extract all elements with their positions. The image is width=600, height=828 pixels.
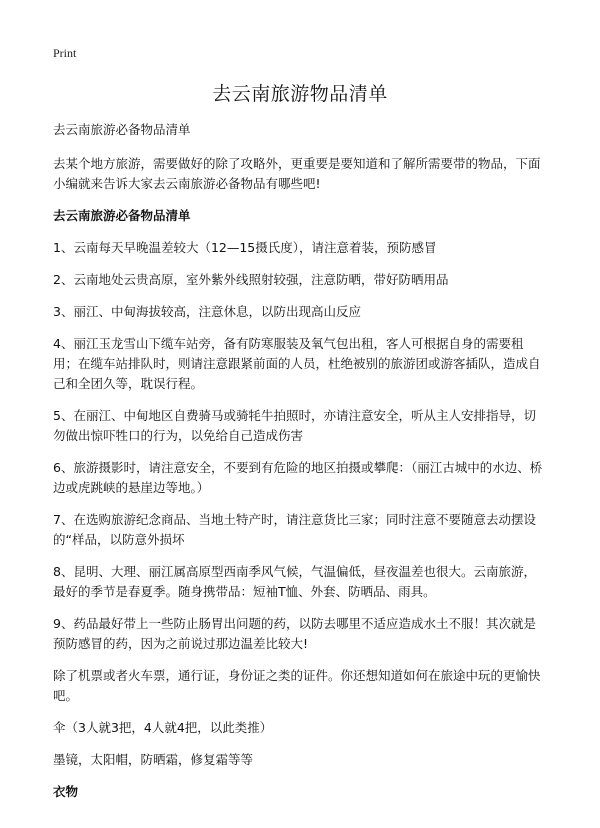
- list-item: 8、昆明、大理、丽江属高原型西南季风气候，气温偏低，昼夜温差也很大。云南旅游，最好的季节是春夏季。随身携带品：短袖T恤、外套、防晒品、雨具。: [53, 564, 536, 599]
- list-item: 7、在选购旅游纪念商品、当地土特产时，请注意货比三家；同时注意不要随意去动摆设的“样品，以防意外损坏: [53, 512, 536, 547]
- list-item: 5、在丽江、中甸地区自费骑马或骑牦牛拍照时，亦请注意安全，听从主人安排指导，切勿做出惊吓牲口的行为，以免给自己造成伤害: [53, 408, 536, 443]
- list-item: 9、药品最好带上一些防止肠胃出问题的药，以防去哪里不适应造成水土不服！其次就是预防感冒的药，因为之前说过那边温差比较大!: [53, 616, 536, 651]
- note-paragraph: 除了机票或者火车票，通行证，身份证之类的证件。你还想知道如何在旅途中玩的更愉快吧。: [53, 668, 541, 703]
- page-title: 去云南旅游物品清单: [212, 83, 388, 105]
- document-body: [53, 120, 548, 814]
- list-item: 4、丽江玉龙雪山下缆车站旁，备有防寒服装及氧气包出租，客人可根据自身的需要租用；在缆车站排队时，则请注意跟紧前面的人员，杜绝被别的旅游团或游客插队，造成自己和全团久等，耽误行程。: [53, 336, 541, 391]
- clothes-heading: 衣物: [53, 784, 79, 799]
- subtitle: 去云南旅游必备物品清单: [53, 122, 191, 137]
- intro-paragraph: 去某个地方旅游，需要做好的除了攻略外，更重要是要知道和了解所需要带的物品，下面小编就来告诉大家去云南旅游必备物品有哪些吧!: [53, 156, 541, 191]
- list-item: 1、云南每天早晚温差较大（12—15摄氏度），请注意着装，预防感冒: [53, 240, 437, 255]
- section-heading: 去云南旅游必备物品清单: [53, 208, 191, 223]
- print-link[interactable]: Print: [53, 46, 77, 60]
- list-item: 6、旅游摄影时，请注意安全，不要到有危险的地区拍摄或攀爬：（丽江古城中的水边、桥边或虎跳峡的悬崖边等地。）: [53, 460, 543, 495]
- list-item: 2、云南地处云贵高原，室外紫外线照射较强，注意防晒，带好防晒用品: [53, 272, 449, 287]
- list-item: 3、丽江、中甸海拔较高，注意休息，以防出现高山反应: [53, 304, 361, 319]
- note-paragraph: 伞（3人就3把，4人就4把，以此类推）: [53, 720, 273, 735]
- note-paragraph: 墨镜，太阳帽，防晒霜，修复霜等等: [53, 752, 254, 767]
